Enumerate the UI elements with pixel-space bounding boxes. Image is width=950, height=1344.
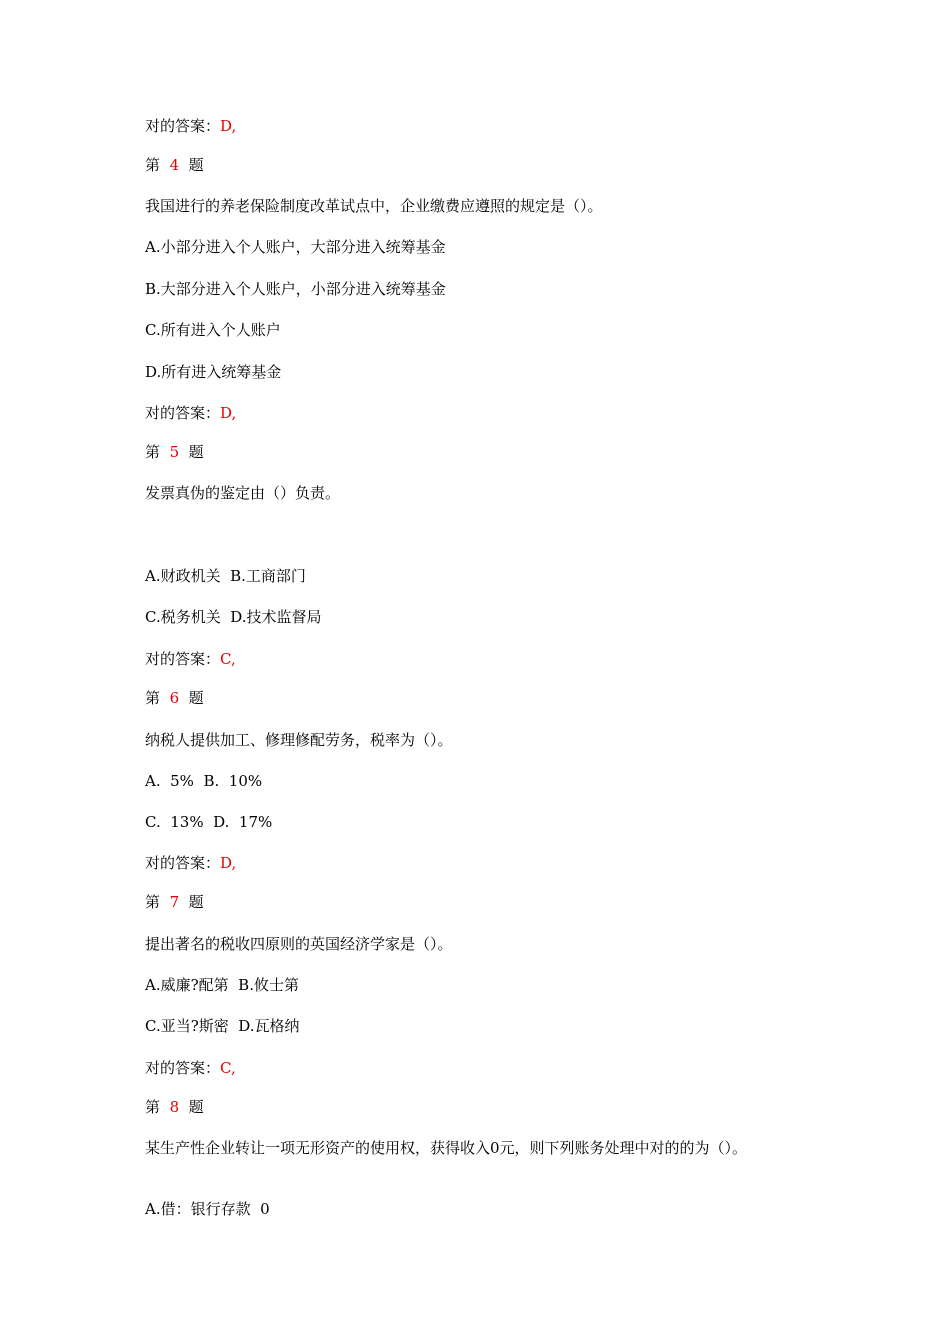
answer-value: C, — [220, 1059, 236, 1077]
answer-line — [145, 116, 236, 136]
question-number: 5 — [169, 443, 180, 461]
question-stem: 某生产性企业转让一项无形资产的使用权，获得收入0元，则下列账务处理中对的的为（）。 — [145, 1139, 748, 1157]
option-d: D.所有进入统筹基金 — [145, 363, 282, 381]
option-row: C. 13% D. 17% — [145, 813, 273, 831]
option-b: B.大部分进入个人账户，小部分进入统筹基金 — [145, 280, 446, 298]
question-heading: 第 8 题 — [145, 1098, 204, 1116]
question-heading: 第 6 题 — [145, 689, 204, 707]
option-a: A.小部分进入个人账户，大部分进入统筹基金 — [145, 238, 446, 256]
option-row: A.财政机关 B.工商部门 — [145, 567, 306, 585]
answer-label: 对的答案： — [145, 650, 221, 668]
answer-label: 对的答案： — [145, 854, 221, 872]
question-heading: 第 7 题 — [145, 893, 204, 911]
answer-label: 对的答案： — [145, 1059, 221, 1077]
answer-line — [145, 649, 236, 669]
answer-line — [145, 853, 236, 873]
option-a: A.借：银行存款 0 — [145, 1200, 270, 1218]
option-row: C.亚当?斯密 D.瓦格纳 — [145, 1017, 300, 1035]
answer-value: D, — [220, 404, 237, 422]
answer-value: D, — [220, 854, 237, 872]
question-number: 6 — [169, 689, 180, 707]
option-row: C.税务机关 D.技术监督局 — [145, 608, 322, 626]
answer-label: 对的答案： — [145, 117, 221, 135]
question-number: 4 — [169, 156, 180, 174]
question-stem: 我国进行的养老保险制度改革试点中，企业缴费应遵照的规定是（）。 — [145, 197, 603, 215]
question-heading: 第 5 题 — [145, 443, 204, 461]
question-heading: 第 4 题 — [145, 156, 204, 174]
question-number: 7 — [169, 893, 180, 911]
answer-label: 对的答案： — [145, 404, 221, 422]
answer-value: C, — [220, 650, 236, 668]
question-stem: 纳税人提供加工、修理修配劳务，税率为（）。 — [145, 731, 453, 749]
option-c: C.所有进入个人账户 — [145, 321, 281, 339]
answer-value: D, — [220, 117, 237, 135]
option-row: A.威廉?配第 B.攸士第 — [145, 976, 299, 994]
answer-line — [145, 1058, 236, 1078]
question-number: 8 — [169, 1098, 180, 1116]
answer-line — [145, 403, 236, 423]
option-row: A. 5% B. 10% — [145, 772, 263, 790]
question-stem: 提出著名的税收四原则的英国经济学家是（）。 — [145, 935, 453, 953]
question-stem: 发票真伪的鉴定由（）负责。 — [145, 484, 341, 502]
